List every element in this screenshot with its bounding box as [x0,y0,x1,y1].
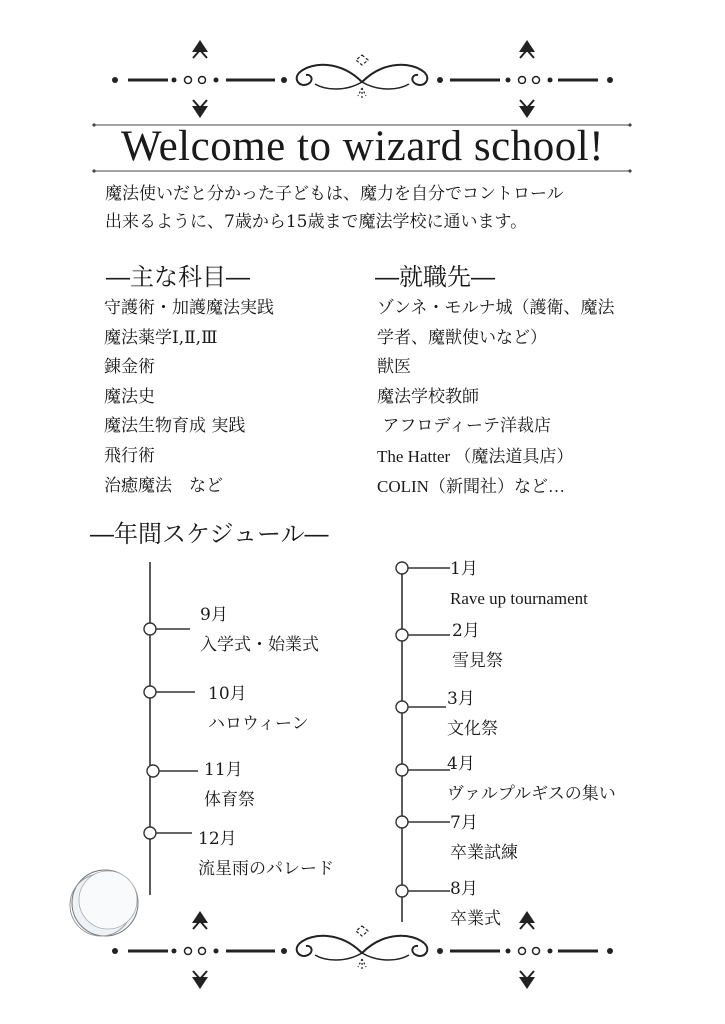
timeline-event: 入学式・始業式 [200,635,319,655]
list-item: 魔法生物育成 実践 [104,416,246,437]
list-item: 魔法薬学Ⅰ,Ⅱ,Ⅲ [104,327,218,348]
timeline-entry [450,874,501,934]
careers-heading: ―就職先― [375,263,495,291]
list-item: 錬金術 [104,357,155,378]
timeline-event: 卒業試練 [450,843,518,863]
intro-line: 魔法使いだと分かった子どもは、魔力を自分でコントロール [105,184,564,204]
timeline-event: 卒業式 [450,909,501,929]
list-item: 獣医 [377,357,411,378]
subjects-list [104,294,274,501]
timeline-event: 流星雨のパレード [198,859,334,879]
timeline-event: ハロウィーン [208,714,309,734]
timeline-right [396,562,450,922]
timeline-month: 3月 [447,689,475,709]
timeline-month: 9月 [200,605,228,625]
list-item: 飛行術 [104,445,155,466]
timeline-month: 4月 [447,754,475,774]
timeline-event: 文化祭 [447,719,498,739]
timeline-entry [450,808,518,868]
list-item: 治癒魔法 など [104,475,223,496]
list-item: The Hatter （魔法道具店） [377,446,574,466]
timeline-month: 12月 [198,829,237,849]
list-item: COLIN（新聞社）など… [377,476,565,496]
timeline-entry [447,684,498,744]
intro-line: 出来るように、7歳から15歳まで魔法学校に通います。 [105,212,528,232]
timeline-entry [450,554,588,614]
careers-list [377,294,615,501]
intro-text [105,180,564,236]
list-item: アフロディーテ洋裁店 [377,416,552,437]
moon-icon [70,870,138,936]
timeline-event: 雪見祭 [452,651,503,671]
timeline-entry [447,749,616,809]
timeline-event: ヴァルプルギスの集い [447,784,616,804]
bottom-ornament [112,911,613,989]
timeline-month: 11月 [204,760,243,780]
timeline-entry [452,616,503,676]
list-item: ゾンネ・モルナ城（護衛、魔法 [377,298,615,318]
list-item: 魔法史 [104,386,155,407]
timeline-month: 8月 [450,879,478,899]
timeline-entry [208,679,309,739]
timeline-entry [198,824,334,884]
timeline-left [144,562,198,895]
list-item: 魔法学校教師 [377,386,479,407]
timeline-event: 体育祭 [204,790,255,810]
timeline-entry [204,755,255,815]
subjects-heading: ―主な科目― [106,263,250,291]
timeline-month: 1月 [450,559,478,579]
list-item: 学者、魔獣使いなど） [377,327,547,348]
page-title: Welcome to wizard school! [120,123,605,170]
timeline-entry [200,600,319,660]
schedule-heading: ―年間スケジュール― [90,520,329,548]
timeline-event: Rave up tournament [450,589,588,608]
timeline-month: 10月 [208,684,247,704]
list-item: 守護術・加護魔法実践 [104,298,274,318]
timeline-month: 7月 [450,813,478,833]
top-ornament [112,40,613,118]
timeline-month: 2月 [452,621,480,641]
